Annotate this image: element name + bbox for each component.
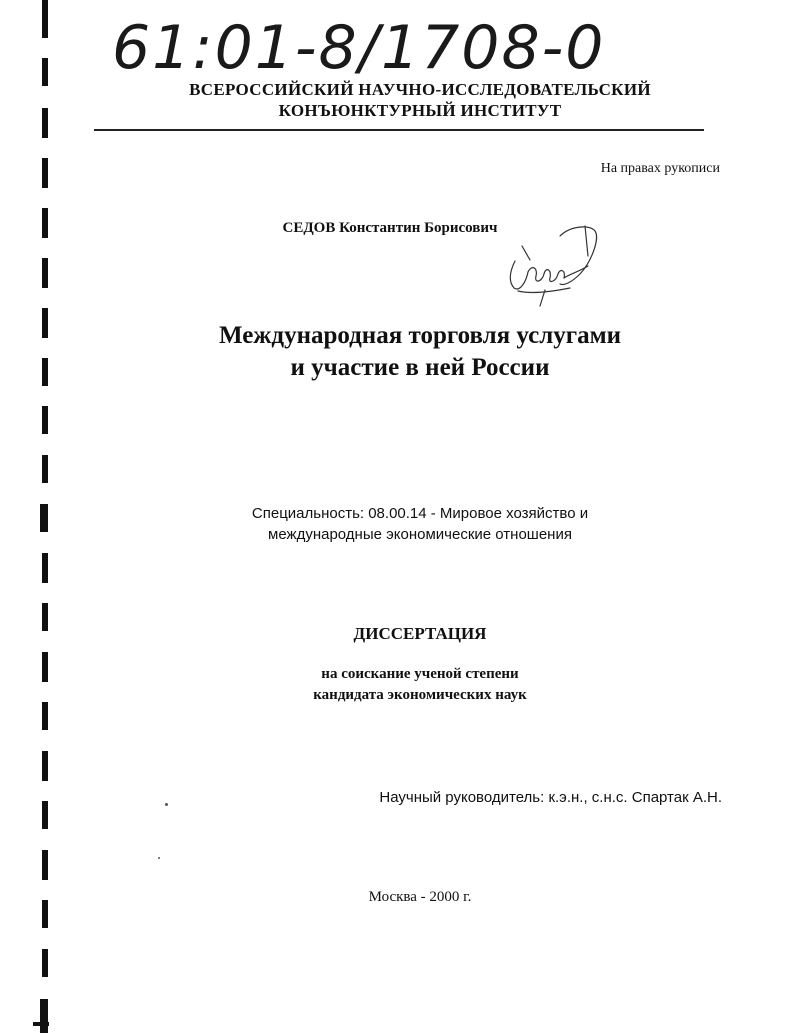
archive-number-text: 61:01-8/1708-0: [112, 13, 606, 80]
degree-line2: кандидата экономических наук: [313, 687, 527, 703]
place-date: Москва - 2000 г.: [368, 889, 472, 905]
institute-name-line2: КОНЪЮНКТУРНЫЙ ИНСТИТУТ: [278, 101, 562, 120]
document-type: ДИССЕРТАЦИЯ: [353, 624, 487, 643]
specialty-line2: международные экономические отношения: [268, 526, 572, 543]
binding-marks: [0, 0, 60, 1034]
author-name: СЕДОВ Константин Борисович: [282, 220, 498, 236]
dissertation-title-line1: Международная торговля услугами: [218, 322, 622, 349]
supervisor: Научный руководитель: к.э.н., с.н.с. Спартак А.Н.: [379, 789, 722, 806]
degree-line1: на соискание ученой степени: [321, 666, 519, 682]
scan-speck: [165, 803, 168, 806]
dissertation-title-line2: и участие в ней России: [290, 354, 550, 381]
header-divider: [94, 129, 704, 131]
scan-speck: [158, 857, 160, 859]
specialty-line1: Специальность: 08.00.14 - Мировое хозяйство и: [251, 505, 589, 522]
institute-name-line1: ВСЕРОССИЙСКИЙ НАУЧНО-ИССЛЕДОВАТЕЛЬСКИЙ: [189, 80, 651, 99]
signature-icon: [500, 216, 610, 311]
archive-number: [112, 8, 652, 80]
rights-note: На правах рукописи: [600, 161, 720, 176]
